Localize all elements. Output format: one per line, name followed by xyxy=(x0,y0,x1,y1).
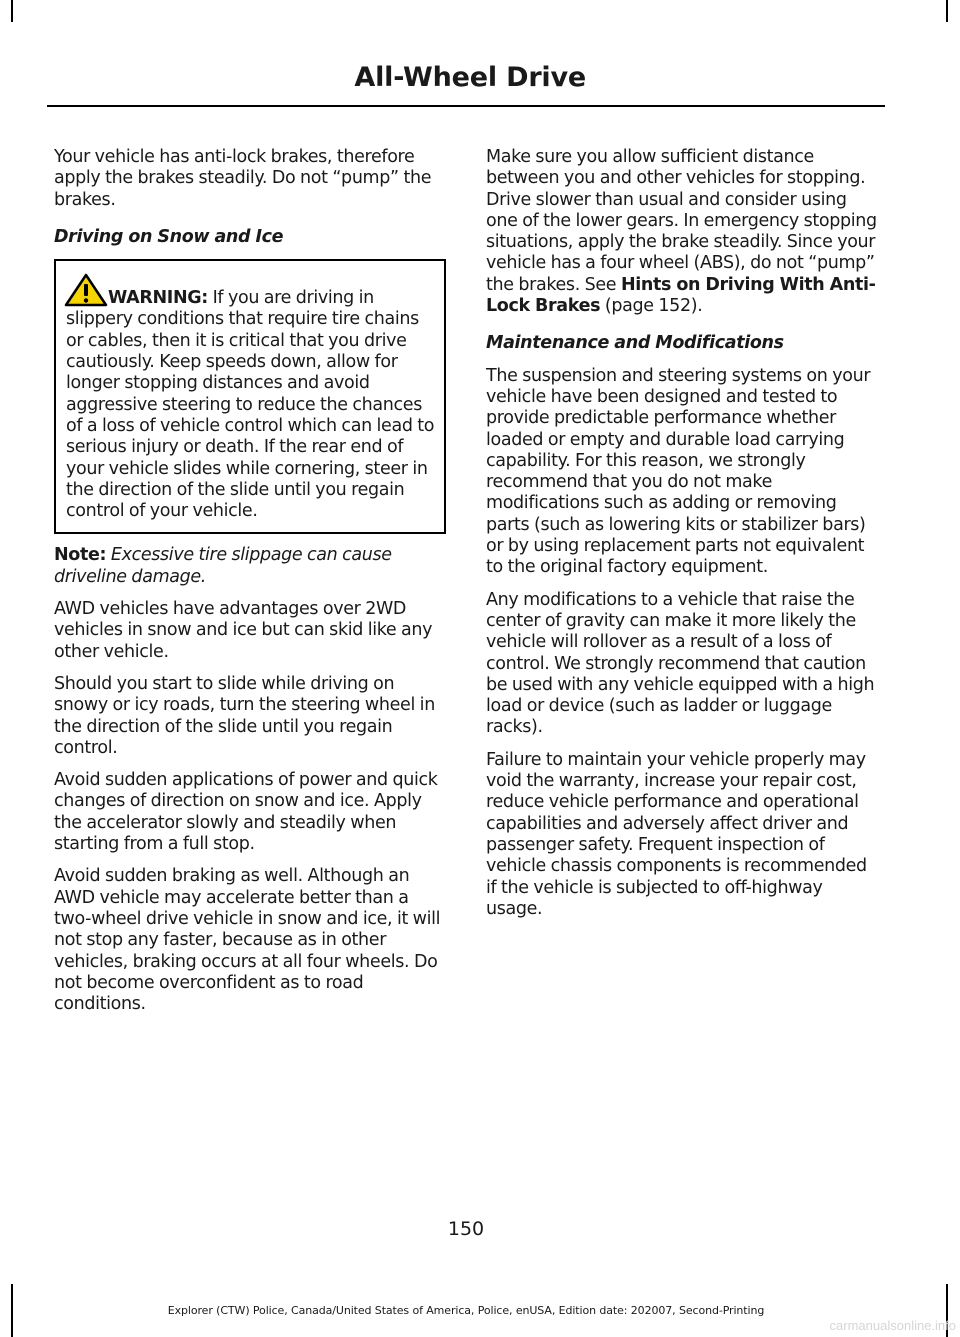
paragraph-abs-brakes: Your vehicle has anti-lock brakes, therefore apply the brakes steadily. Do not “pump” the brakes. xyxy=(54,147,432,210)
page-title: All-Wheel Drive xyxy=(354,62,586,93)
cross-reference-link[interactable]: Hints on Driving With Anti-Lock Brakes xyxy=(486,274,876,317)
paragraph-stopping-text: Make sure you allow sufficient distance between you and other vehicles for stopping. Drive slower than usual and consider using one of the lower gears. In emergency stopping situations, apply the brake steadily. Since your vehicle has a four wheel (ABS), do not “pump” the brakes. See xyxy=(486,147,877,295)
left-column xyxy=(54,147,446,1026)
note-label: Note: xyxy=(54,545,107,566)
warning-text: If you are driving in slippery conditions that require tire chains or cables, then it is critical that you drive cautiously. Keep speeds down, allow for longer stopping distances and avoid aggressive steering to reduce the chances of a loss of vehicle control which can lead to serious injury or death. If the rear end of your vehicle slides while cornering, steer in the direction of the slide until you regain control of your vehicle. xyxy=(66,288,435,522)
warning-label: WARNING: xyxy=(108,288,208,309)
warning-triangle-icon xyxy=(64,273,108,307)
warning-box xyxy=(54,259,446,534)
paragraph-awd-advantages: AWD vehicles have advantages over 2WD vehicles in snow and ice but can skid like any other vehicle. xyxy=(54,599,433,662)
crop-mark-top-right xyxy=(946,0,948,22)
right-column xyxy=(486,147,880,931)
subheading-maintenance: Maintenance and Modifications xyxy=(486,333,784,354)
crop-mark-top-left xyxy=(11,0,13,22)
paragraph-avoid-sudden-braking: Avoid sudden braking as well. Although an AWD vehicle may accelerate better than a two-wheel drive vehicle in snow and ice, it will not stop any faster, because as in other vehicles, braking occurs at all four wheels. Do not become overconfident as to road conditions. xyxy=(54,866,441,1015)
paragraph-slide-steering: Should you start to slide while driving on snowy or icy roads, turn the steering wheel in the direction of the slide until you regain control. xyxy=(54,673,435,758)
note xyxy=(54,545,446,588)
paragraph-center-of-gravity: Any modifications to a vehicle that raise the center of gravity can make it more likely the vehicle will rollover as a result of a loss of control. We strongly recommend that caution be used with any vehicle equipped with a high load or device (such as ladder or luggage racks). xyxy=(486,589,875,738)
watermark: carmanualsonline.info xyxy=(829,1318,956,1333)
paragraph-stopping-distance xyxy=(486,147,880,317)
note-text: Excessive tire slippage can cause driveline damage. xyxy=(54,545,392,587)
header-divider xyxy=(47,105,885,107)
paragraph-avoid-sudden-power: Avoid sudden applications of power and quick changes of direction on snow and ice. Apply the accelerator slowly and steadily when starting from a full stop. xyxy=(54,770,438,855)
page-reference: (page 152). xyxy=(600,296,703,317)
page-number: 150 xyxy=(447,1218,485,1240)
paragraph-suspension-steering: The suspension and steering systems on your vehicle have been designed and tested to provide predictable performance whether loaded or empty and durable load carrying capability. For this reason, we strongly recommend that you do not make modifications such as adding or removing parts (such as lowering kits or stabilizer bars) or by using replacement parts not equivalent to the original factory equipment. xyxy=(486,365,871,578)
subheading-snow-ice: Driving on Snow and Ice xyxy=(54,226,284,247)
edition-footer: Explorer (CTW) Police, Canada/United States of America, Police, enUSA, Edition date: 202007, Second-Printing xyxy=(167,1304,765,1317)
paragraph-maintenance-failure: Failure to maintain your vehicle properly may void the warranty, increase your repair cost, reduce vehicle performance and operational capabilities and adversely affect driver and passenger safety. Frequent inspection of vehicle chassis components is recommended if the vehicle is subjected to off-highway usage. xyxy=(486,749,867,919)
